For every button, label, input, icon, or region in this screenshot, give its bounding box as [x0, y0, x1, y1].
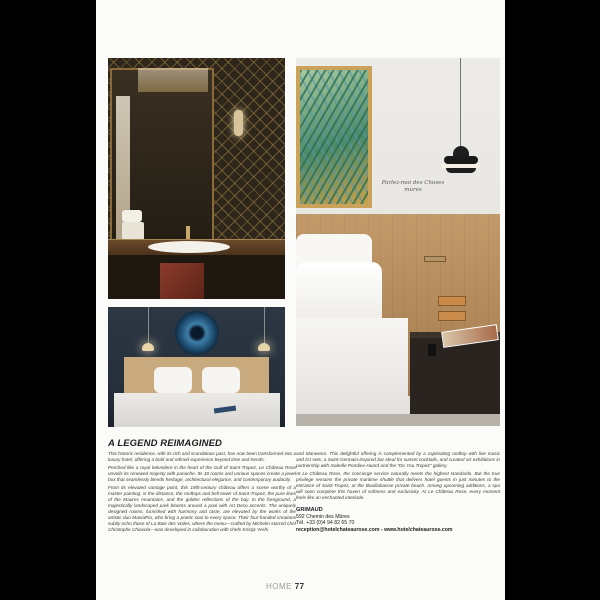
ceiling-light [138, 68, 208, 92]
artwork-canvas [300, 70, 368, 204]
marble-panel [160, 263, 204, 299]
contact-email-web[interactable]: reception@hotelchateaurose.com - www.hotelchateaurose.com [296, 526, 453, 533]
artwork-script-text: Parlez-moi des Choses mures [381, 180, 445, 193]
reading-lamp [424, 256, 446, 262]
bedroom-photo-large [296, 58, 500, 426]
article-paragraph: This historic residence, with its rich and scandalous past, has now been transformed into a luxury hotel, offering a bold and refined experience beyond time and trends. [108, 451, 296, 462]
pillow [202, 367, 240, 393]
pendant-cord [460, 58, 461, 150]
contact-block [296, 507, 500, 533]
round-artwork [175, 311, 219, 355]
article-paragraph: From its elevated vantage point, this 19th-century château offers a scene worthy of a master painting: in the distance, the rooftops and bell tower of Saint-Tropez, the pure lines of the Maures mountains, and the golden reflections of the bay. In the foreground, a majestically landscaped park blooms around a pool with Art Deco accents. The uniquely designed rooms, furnished with harmony and taste, are elevated by the works of the artistic duo ManiaPia, who bring a poetic soul to every space. Their four-handed creations subtly echo those of La Baie des Voiles, where the menu—crafted by Michelin-starred chef Christophe Chiavola—was developed in collaboration with chefs Kristjä Yeshi [108, 485, 296, 532]
bed [296, 318, 408, 426]
pendant-lamp [442, 146, 480, 174]
page-number: 77 [294, 582, 305, 591]
article-heading: A LEGEND REIMAGINED [108, 438, 222, 449]
contact-location: GRIMAUD [296, 507, 323, 513]
article-paragraph: At Le Château Rose, the concierge service naturally meets the highest standards. But the true privilege remains the private maritime shuttle that delivers hotel guests in just minutes to the entrance of Saint-Tropez, at the Bouillabaisse private beach. Among upcoming additions, a spa will soon complete this haven of softness and exclusivity. At Le Château Rose, every moment feels like an enchanted interlude. [296, 471, 500, 500]
article-column-right [296, 451, 500, 533]
wall-switch [438, 296, 466, 306]
magazine-page [96, 0, 505, 600]
article-paragraph: and Manwena. This delightful offering is complemented by a captivating rooftop with live music and DJ sets, a Saint-Germain-inspired bar ideal for sunset cocktails, and curated art exhibitions in partnership with Isabelle Pondiex-Huard and the "Do You Tropez" gallery. [296, 451, 500, 468]
sink-basin [148, 241, 230, 253]
headboard [124, 357, 269, 393]
framed-artwork [296, 66, 372, 208]
wall-socket [438, 311, 466, 321]
bedroom-photo-small [108, 307, 285, 427]
toiletries [122, 222, 144, 240]
bed [114, 393, 280, 427]
article-paragraph: Perched like a royal belvedere in the heart of the Gulf of Saint-Tropez, Le Château Rose unveils its renewed majesty with panache. Its 18 rooms and various spaces create a jewel box that seamlessly blends heritage, architectural elegance, and contemporary audacity. [108, 465, 296, 482]
bathroom-photo [108, 58, 285, 299]
wall-sconce [234, 110, 243, 136]
pendant-lamp [142, 343, 154, 351]
floor [296, 414, 500, 426]
towels [122, 210, 142, 222]
pendant-lamp [258, 343, 270, 351]
magazine-name: HOME [266, 582, 292, 591]
page-folio [266, 582, 346, 591]
article-column-left [108, 451, 296, 535]
contact-phone[interactable]: Tél. +33 (0)4 94 82 65 70 [296, 520, 355, 527]
remote-control [428, 344, 436, 356]
contact-address: 592 Chemin des Mûres [296, 513, 350, 520]
pillow [154, 367, 192, 393]
